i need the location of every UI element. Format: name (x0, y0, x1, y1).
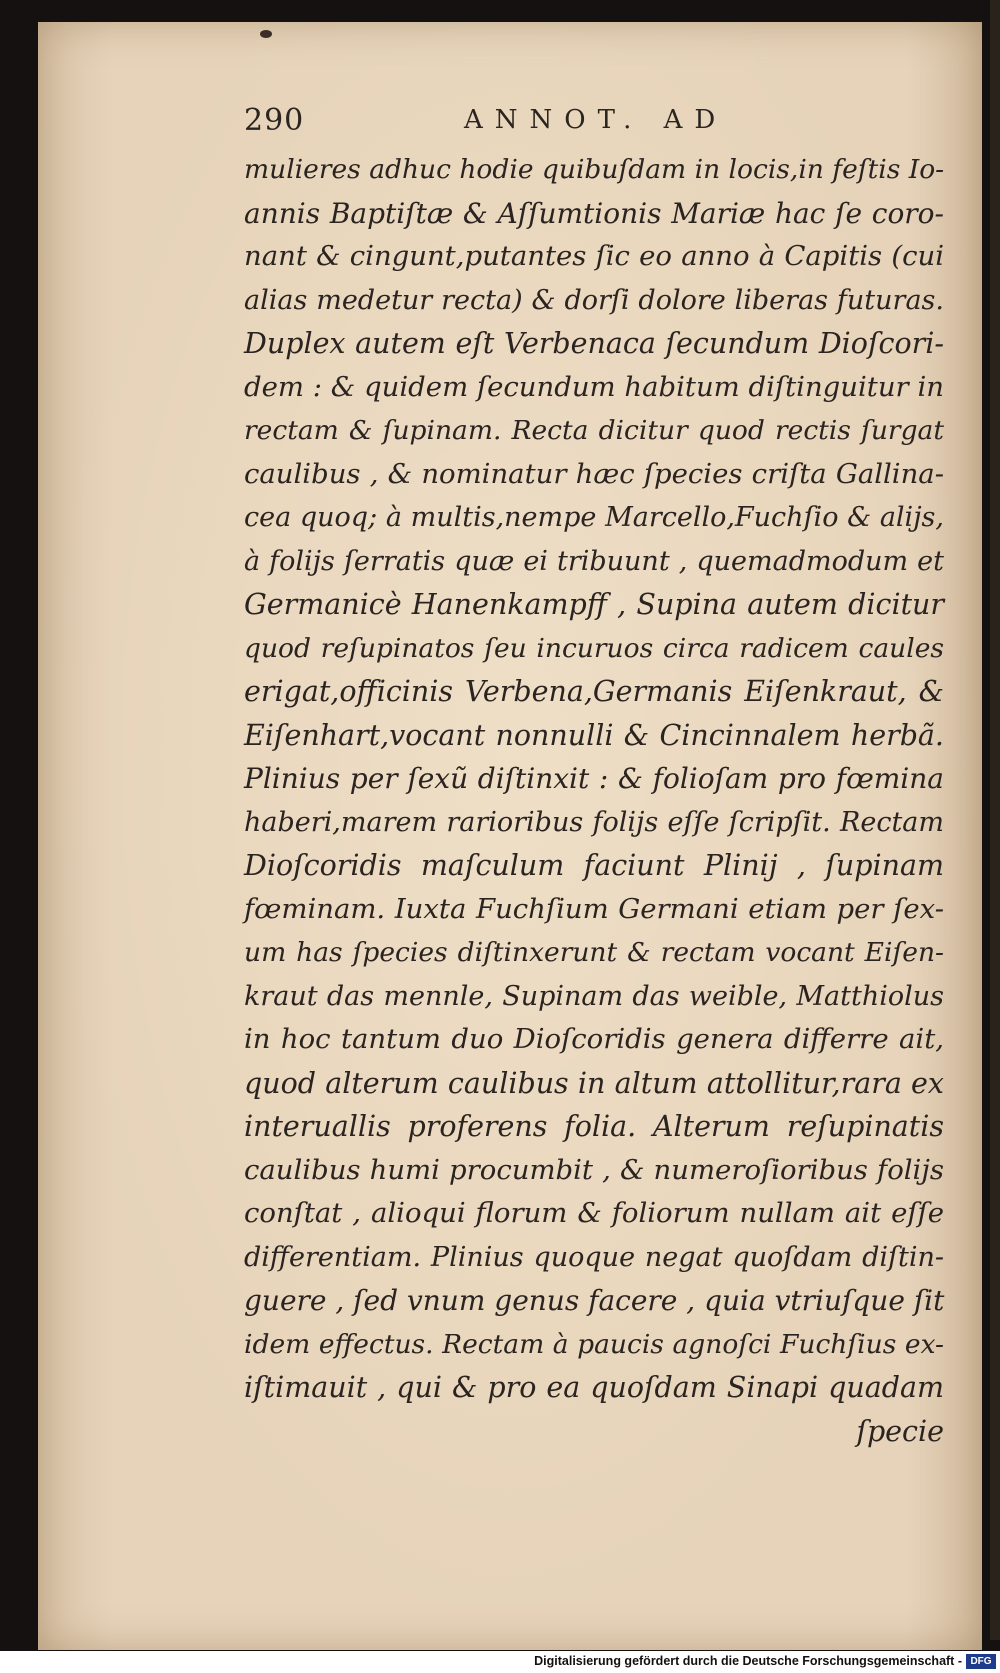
text-line: iſtimauit , qui & pro ea quoſdam Sinapi quadam (244, 1371, 944, 1404)
text-line: Eiſenhart,vocant nonnulli & Cincinnalem herbã. (244, 718, 944, 752)
text-line: caulibus humi procumbit , & numeroſioribus folijs (244, 1153, 944, 1186)
dfg-logo: DFG (966, 1654, 996, 1669)
text-line: à folijs ſerratis quæ ei tribuunt , quemadmodum et (244, 545, 944, 577)
text-line: quod alterum caulibus in altum attollitur,rara ex (244, 1066, 944, 1100)
running-head: ANNOT. AD (464, 105, 728, 135)
text-line: Plinius per ſexũ diſtinxit : & folioſam pro fœmina (244, 762, 944, 795)
page-header (244, 103, 744, 143)
text-line: erigat,officinis Verbena,Germanis Eiſenkraut, & (244, 675, 944, 708)
digitization-footer (0, 1651, 1000, 1673)
text-line: nant & cingunt,putantes ſic eo anno à Capitis (cui (244, 240, 944, 272)
text-line: um has ſpecies diſtinxerunt & rectam vocant Eiſen- (244, 937, 944, 968)
text-line: dem : & quidem ſecundum habitum diſtinguitur in (244, 370, 944, 403)
catchword: ſpecie (856, 1414, 944, 1448)
text-line: cea quoq; à multis,nempe Marcello,Fuchſio & alijs, (244, 502, 944, 533)
text-line: conſtat , alioqui florum & foliorum nullam ait eſſe (244, 1197, 944, 1229)
text-line: guere , ſed vnum genus facere , quia vtriuſque ſit (244, 1284, 945, 1317)
text-line: annis Baptiſtæ & Aſſumtionis Mariæ hac ſe coro- (244, 196, 944, 230)
text-line: haberi,marem rarioribus folijs eſſe ſcripſit. Rectam (244, 806, 944, 838)
body-text (244, 148, 944, 1453)
text-line: mulieres adhuc hodie quibuſdam in locis,in feſtis Io- (244, 154, 945, 185)
page-edge (990, 0, 1000, 1640)
text-line: alias medetur recta) & dorſi dolore liberas futuras. (244, 284, 944, 316)
text-line: Germanicè Hanenkampff , Supina autem dicitur (244, 588, 944, 621)
page-number: 290 (244, 103, 305, 138)
text-line: in hoc tantum duo Dioſcoridis genera differre ait, (244, 1023, 944, 1055)
footer-credit: Digitalisierung gefördert durch die Deutsche Forschungsgemeinschaft - (534, 1654, 962, 1668)
text-line: rectam & ſupinam. Recta dicitur quod rectis ſurgat (244, 415, 944, 446)
text-line: kraut das mennle, Supinam das weible, Matthiolus (244, 980, 944, 1012)
text-line: Dioſcoridis maſculum faciunt Plinij , ſupinam (244, 849, 944, 882)
text-line: idem effectus. Rectam à paucis agnoſci Fuchſius ex- (244, 1328, 944, 1360)
text-line: caulibus , & nominatur hæc ſpecies criſta Gallina- (244, 457, 944, 490)
text-line: quod reſupinatos ſeu incuruos circa radicem caules (244, 632, 944, 664)
text-line: Duplex autem eſt Verbenaca ſecundum Dioſcori- (244, 327, 944, 360)
text-line: fœminam. Iuxta Fuchſium Germani etiam per ſex- (244, 892, 944, 925)
text-line: differentiam. Plinius quoque negat quoſdam diſtin- (244, 1241, 944, 1273)
ink-spot (260, 30, 272, 38)
text-line: interuallis proferens folia. Alterum reſupinatis (244, 1110, 944, 1143)
